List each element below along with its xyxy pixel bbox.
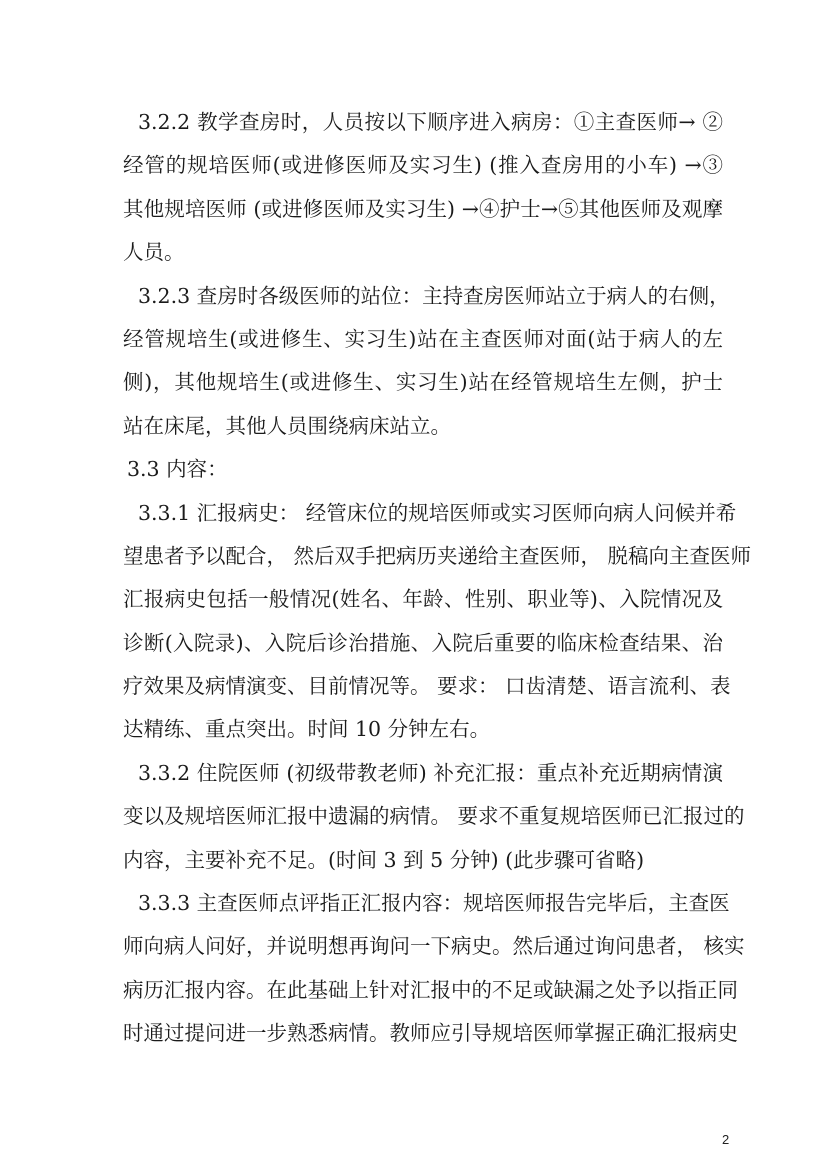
text-line: 病历汇报内容。在此基础上针对汇报中的不足或缺漏之处予以指正同 — [123, 977, 738, 1002]
text-line: 达精练、重点突出。时间 10 分钟左右。 — [123, 717, 491, 742]
paragraph-3-3-2 — [123, 752, 745, 882]
text-line: 经管的规培医师(或进修医师及实习生) (推入查房用的小车) →③ — [123, 153, 723, 178]
text-line: 3.3.1 汇报病史： 经管床位的规培医师或实习医师向病人问候并希 — [138, 500, 737, 525]
paragraph-3-3-1 — [123, 492, 752, 752]
page-number: 2 — [722, 1132, 730, 1147]
text-line: 汇报病史包括一般情况(姓名、年龄、性别、职业等)、入院情况及 — [123, 587, 723, 612]
text-line: 望患者予以配合， 然后双手把病历夹递给主查医师， 脱稿向主查医师 — [123, 543, 752, 568]
text-line: 其他规培医师 (或进修医师及实习生) →④护士→⑤其他医师及观摩 — [123, 196, 723, 221]
paragraph-3-3-3 — [123, 882, 745, 1056]
text-line: 站在床尾，其他人员围绕病床站立。 — [123, 413, 451, 438]
text-line: 诊断(入院录)、入院后诊治措施、入院后重要的临床检查结果、治 — [123, 630, 723, 655]
paragraph-3-3 — [123, 448, 723, 491]
text-line: 3.3.2 住院医师 (初级带教老师) 补充汇报：重点补充近期病情演 — [138, 760, 723, 785]
text-line: 侧)，其他规培生(或进修生、实习生)站在经管规培生左侧，护士 — [123, 370, 723, 395]
text-line: 3.3 内容： — [127, 457, 228, 482]
text-line: 3.3.3 主查医师点评指正汇报内容：规培医师报告完毕后，主查医 — [138, 891, 730, 916]
text-line: 3.2.3 查房时各级医师的站位：主持查房医师站立于病人的右侧， — [138, 283, 730, 308]
text-line: 内容，主要补充不足。(时间 3 到 5 分钟) (此步骤可省略) — [123, 847, 645, 872]
text-line: 变以及规培医师汇报中遗漏的病情。 要求不重复规培医师已汇报过的 — [123, 804, 745, 829]
text-line: 时通过提问进一步熟悉病情。教师应引导规培医师掌握正确汇报病史 — [123, 1021, 738, 1046]
text-line: 人员。 — [123, 240, 185, 265]
text-line: 师向病人问好，并说明想再询问一下病史。然后通过询问患者， 核实 — [123, 934, 745, 959]
text-line: 疗效果及病情演变、目前情况等。 要求： 口齿清楚、语言流利、表 — [123, 674, 731, 699]
text-line: 3.2.2 教学查房时，人员按以下顺序进入病房：①主查医师→ ② — [138, 110, 723, 134]
text-line: 经管规培生(或进修生、实习生)站在主查医师对面(站于病人的左 — [123, 326, 723, 351]
paragraph-3-2-2 — [123, 101, 723, 275]
document-body — [123, 101, 752, 1056]
paragraph-3-2-3 — [123, 275, 730, 449]
